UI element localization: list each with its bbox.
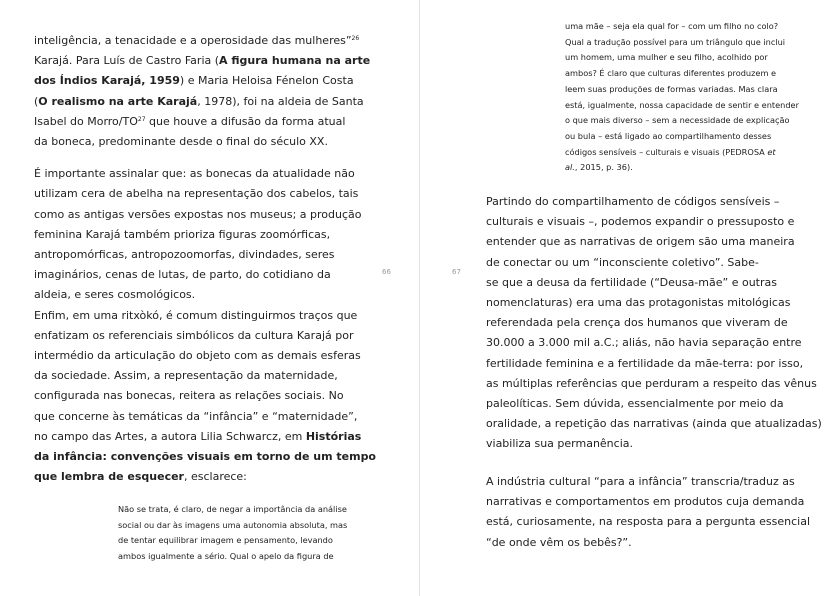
quote-line: um homem, uma mulher e seu filho, acolhido por <box>565 52 768 63</box>
quote-line: uma mãe – seja ela qual for – com um filho no colo? <box>565 21 779 31</box>
text-line: Enfim, em uma ritxòkó, é comum distinguirmos traços que <box>34 308 358 322</box>
text-line: de conectar ou um “inconsciente coletivo”. Sabe- <box>486 255 759 269</box>
book-title-bold: Histórias <box>305 429 362 443</box>
quote-line: ambos? É claro que culturas diferentes produzem e <box>565 68 777 79</box>
text-line: “de onde vêm os bebês?”. <box>486 535 632 549</box>
book-title-bold: da infância: convenções visuais em torno de um tempo <box>34 450 376 464</box>
right-body-text <box>486 192 822 455</box>
text-span: Isabel do Morro/TO <box>34 114 138 128</box>
text-line: narrativas e comportamentos em produtos cuja demanda <box>486 495 805 509</box>
text-span: ) e Maria Heloisa Fénelon Costa <box>179 74 354 88</box>
book-title-bold: A figura humana na arte <box>219 54 371 68</box>
text-line <box>34 427 376 447</box>
text-span: no campo das Artes, a autora Lilia Schwarcz, em <box>34 429 306 443</box>
text-line: paleolíticas. Sem dúvida, essencialmente por meio da <box>486 397 784 411</box>
book-title-bold: dos Índios Karajá, 1959 <box>34 74 180 88</box>
text-line: utilizam cera de abelha na representação dos cabelos, tais <box>34 187 359 201</box>
quote-line <box>565 145 799 161</box>
text-line: oralidade, a repetição das narrativas (ainda que atualizadas) <box>486 417 822 431</box>
book-title-bold: O realismo na arte Karajá <box>38 94 198 108</box>
text-line: que concerne às temáticas da “infância” e “maternidade”, <box>34 409 358 423</box>
text-line <box>34 447 376 467</box>
text-line: É importante assinalar que: as bonecas da atualidade não <box>34 167 355 181</box>
quote-line: Qual a tradução possível para um triângulo que inclui <box>565 36 786 47</box>
quote-line: o que mais diverso – sem a necessidade de explicação <box>565 115 790 126</box>
left-page <box>0 0 419 596</box>
quote-line: de tentar equilibrar imagem e pensamento, levando <box>118 535 333 546</box>
text-line: A indústria cultural “para a infância” transcria/traduz as <box>486 475 795 488</box>
quote-line: Não se trata, é claro, de negar a importância da análise <box>118 504 347 514</box>
text-line <box>34 71 376 91</box>
quote-line: ambos igualmente a sério. Qual o apelo da figura de <box>118 551 334 562</box>
text-line <box>34 112 376 132</box>
text-span: Karajá. Para Luís de Castro Faria ( <box>34 54 220 68</box>
text-span: ( <box>34 94 39 108</box>
left-body-text <box>34 31 376 487</box>
quote-line: social ou dar às imagens uma autonomia absoluta, mas <box>118 519 348 530</box>
text-line: as múltiplas referências que perduram a respeito das vênus <box>486 376 817 390</box>
text-line: como as antigas versões expostas nos museus; a produção <box>34 207 362 221</box>
text-line: configurada nas bonecas, reitera as relações sociais. No <box>34 389 344 403</box>
text-span: , esclarece: <box>183 470 247 484</box>
text-line: se que a deusa da fertilidade (“Deusa-mãe” e outras <box>486 275 777 289</box>
footnote-ref-27[interactable]: 27 <box>137 115 146 123</box>
text-line: fertilidade feminina e a fertilidade da mãe-terra: por isso, <box>486 356 804 370</box>
right-block-quote <box>565 19 799 176</box>
text-span: , 2015, p. 36). <box>574 162 633 173</box>
text-line: referendada pela crença dos humanos que viveram de <box>486 316 788 330</box>
text-line: feminina Karajá também prioriza figuras zoomórficas, <box>34 227 331 241</box>
text-line: antropomórficas, antropozoomorfas, divindades, seres <box>34 248 335 262</box>
text-line: está, curiosamente, na resposta para a pergunta essencial <box>486 515 811 529</box>
right-page <box>420 0 840 596</box>
text-span: códigos sensíveis – culturais e visuais (PEDROSA <box>565 146 768 157</box>
text-line <box>34 51 376 71</box>
text-line: da boneca, predominante desde o final do século XX. <box>34 135 328 149</box>
text-span: inteligência, a tenacidade e a operosidade das mulheres” <box>34 34 352 47</box>
quote-line: leem suas produções de formas variadas. Mas clara <box>565 83 778 94</box>
italic-text: al. <box>565 162 575 173</box>
text-line: da sociedade. Assim, a representação da maternidade, <box>34 369 338 383</box>
quote-line: ou bula – está ligado ao compartilhamento desses <box>565 130 772 141</box>
text-span: , 1978), foi na aldeia de Santa <box>197 94 364 108</box>
text-span: que houve a difusão da forma atual <box>145 114 346 128</box>
text-line <box>34 467 376 487</box>
text-line <box>34 92 376 112</box>
text-line: intermédio da articulação do objeto com as demais esferas <box>34 349 361 363</box>
text-line: entender que as narrativas de origem são uma maneira <box>486 235 795 249</box>
book-title-bold: que lembra de esquecer <box>34 470 184 484</box>
text-line: 30.000 a 3.000 mil a.C.; aliás, não havia separação entre <box>486 336 802 350</box>
text-line: Partindo do compartilhamento de códigos sensíveis – <box>486 195 780 208</box>
text-line: aldeia, e seres cosmológicos. <box>34 288 196 302</box>
right-body-text-2 <box>486 472 810 553</box>
text-line: imaginários, cenas de lutas, de parto, do cotidiano da <box>34 268 331 282</box>
text-line: viabiliza sua permanência. <box>486 437 633 451</box>
footnote-ref-26[interactable]: 26 <box>351 35 360 42</box>
text-line <box>34 31 376 51</box>
italic-text: et <box>767 146 776 157</box>
quote-line <box>565 160 799 176</box>
text-line: culturais e visuais –, podemos expandir o pressuposto e <box>486 215 795 229</box>
text-line: nomenclaturas) era uma das protagonistas mitológicas <box>486 296 791 310</box>
page-number-right: 67 <box>452 268 461 276</box>
left-block-quote <box>118 502 347 565</box>
text-line: enfatizam os referenciais simbólicos da cultura Karajá por <box>34 328 354 342</box>
page-number-left: 66 <box>382 268 391 276</box>
quote-line: está, igualmente, nossa capacidade de sentir e entender <box>565 99 799 110</box>
